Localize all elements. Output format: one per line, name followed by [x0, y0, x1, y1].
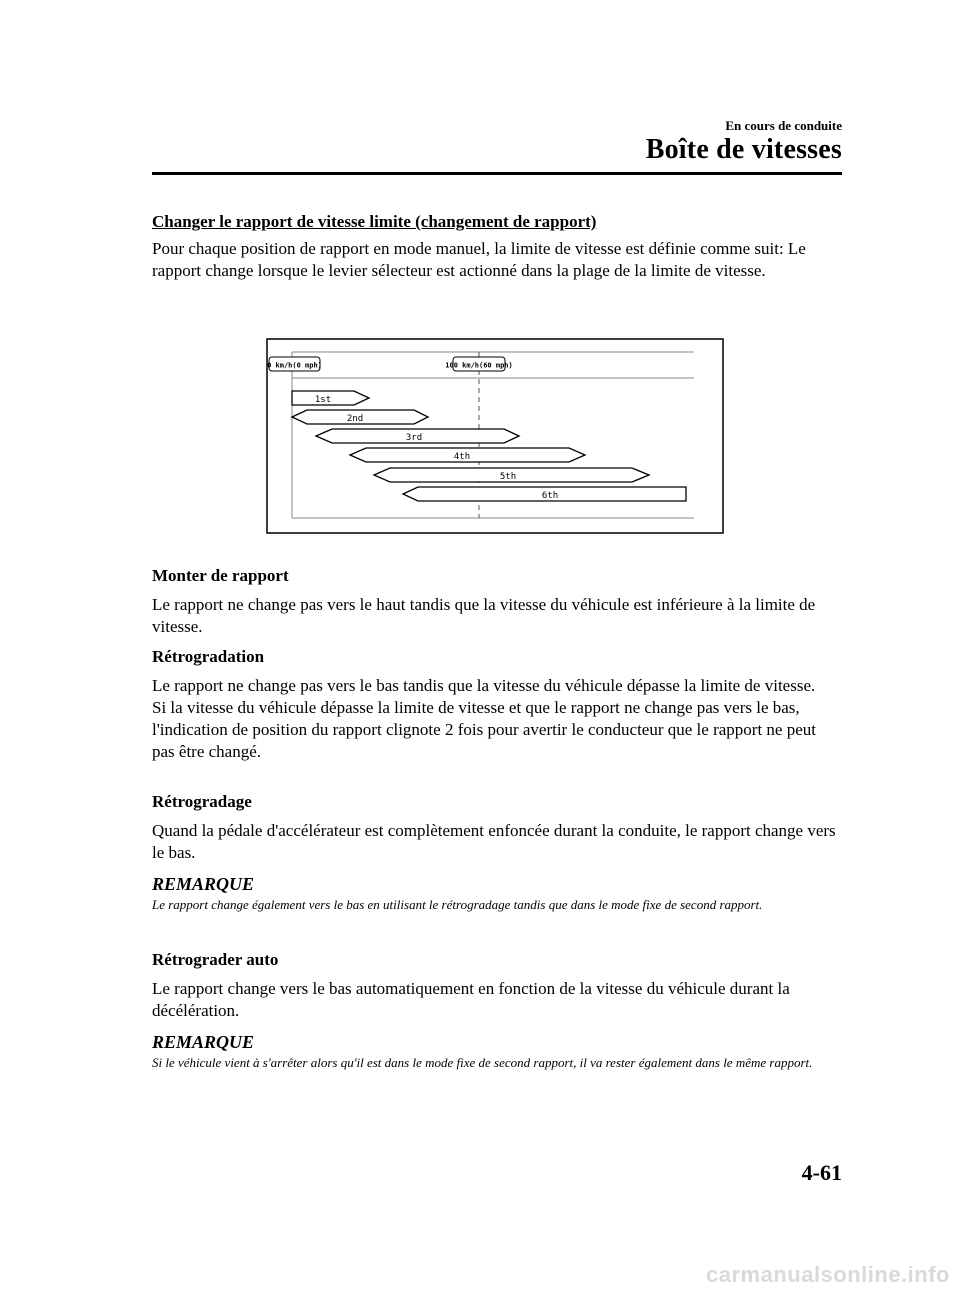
kickdown-text: Quand la pédale d'accélérateur est complètement enfoncée durant la conduite, le rapport change vers le bas.: [152, 821, 836, 862]
hundred-speed-label: 100 km/h(60 mph): [445, 361, 513, 370]
page-number: 4-61: [801, 1160, 842, 1185]
kickdown-note-text: Le rapport change également vers le bas en utilisant le rétrogradage tandis que dans le mode fixe de second rapport.: [152, 897, 763, 912]
upshift-heading: Monter de rapport: [152, 566, 289, 585]
gear-speed-diagram: [266, 338, 724, 534]
zero-speed-label: 0 km/h(0 mph): [267, 361, 322, 370]
gear-label-5th: 5th: [499, 472, 517, 482]
auto-downshift-heading: Rétrograder auto: [152, 950, 279, 969]
downshift-text-2: Si la vitesse du véhicule dépasse la limite de vitesse et que le rapport ne change pas vers le bas, l'indication de position du rapport clignote 2 fois pour avertir le conducteur que le rapport ne peut pas être changé.: [152, 698, 816, 761]
header-divider: [152, 172, 842, 175]
gear-label-1st: 1st: [314, 395, 332, 405]
auto-downshift-text: Le rapport change vers le bas automatiquement en fonction de la vitesse du véhicule durant la décélération.: [152, 979, 790, 1020]
chapter-label: En cours de conduite: [725, 118, 842, 133]
section-title: Changer le rapport de vitesse limite (changement de rapport): [152, 212, 597, 231]
downshift-heading: Rétrogradation: [152, 647, 265, 666]
gear-label-2nd: 2nd: [346, 414, 364, 424]
upshift-section: [152, 566, 842, 638]
auto-downshift-note-text: Si le véhicule vient à s'arrêter alors qu'il est dans le mode fixe de second rapport, il va rester également dans le même rapport.: [152, 1055, 813, 1070]
upshift-text: Le rapport ne change pas vers le haut tandis que la vitesse du véhicule est inférieure à la limite de vitesse.: [152, 595, 816, 636]
watermark-footer: carmanualsonline.info: [706, 1262, 950, 1287]
gear-label-4th: 4th: [453, 452, 471, 462]
kickdown-section: [152, 792, 842, 915]
gear-label-6th: 6th: [541, 491, 559, 501]
kickdown-note-heading: REMARQUE: [152, 874, 255, 894]
intro-text: Pour chaque position de rapport en mode manuel, la limite de vitesse est définie comme suit: Le rapport change lorsque le levier sélecteur est actionné dans la plage de la limite de vitesse.: [152, 239, 806, 280]
page-title: Boîte de vitesses: [645, 134, 842, 165]
downshift-text-1: Le rapport ne change pas vers le bas tandis que la vitesse du véhicule dépasse la limite de vitesse.: [152, 676, 816, 695]
auto-downshift-note-heading: REMARQUE: [152, 1032, 255, 1052]
gear-label-3rd: 3rd: [405, 433, 423, 443]
auto-downshift-section: [152, 950, 842, 1073]
kickdown-heading: Rétrogradage: [152, 792, 252, 811]
downshift-section: [152, 647, 842, 763]
intro-section: [152, 212, 842, 282]
